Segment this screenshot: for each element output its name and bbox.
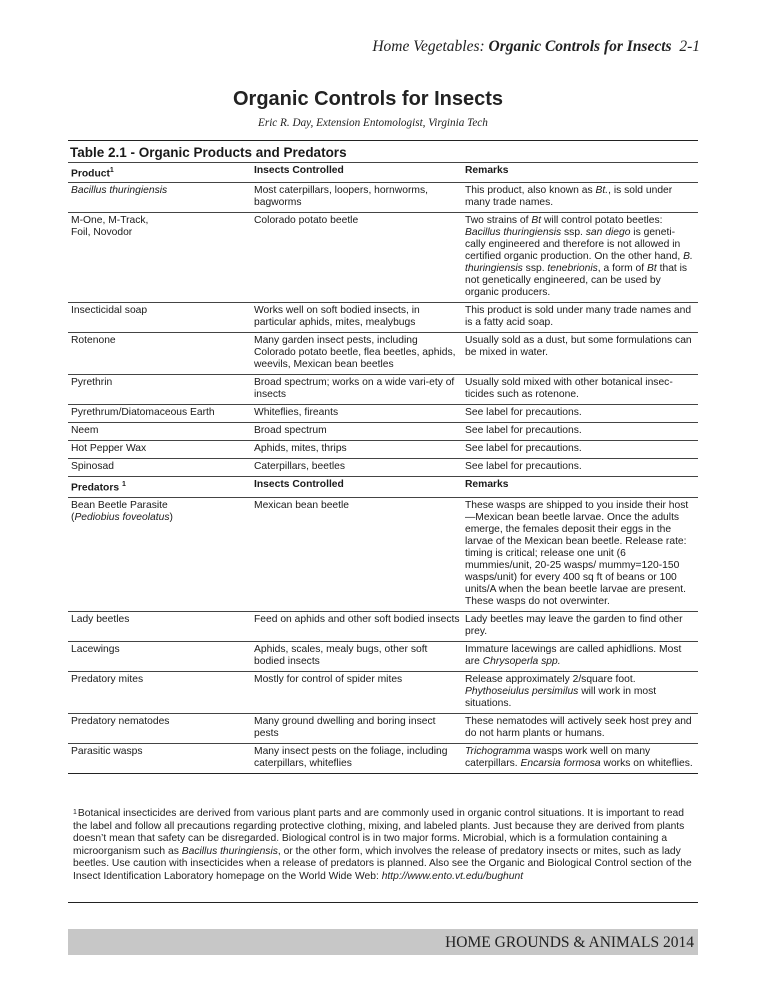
remarks-cell: See label for precautions.	[463, 423, 698, 441]
table-row	[68, 423, 698, 441]
predator-cell: Bean Beetle Parasite (Pediobius foveolatus)	[68, 497, 253, 611]
insects-cell: Mexican bean beetle	[253, 497, 463, 611]
footnote-marker: 1	[73, 809, 77, 816]
page-number: 2-1	[679, 38, 700, 55]
table-row	[68, 213, 698, 303]
remarks-cell: This product, also known as Bt., is sold under many trade names.	[463, 183, 698, 213]
remarks-cell: These wasps are shipped to you inside their host—Mexican bean beetle larvae. Once the adults emerge, the females deposit their eggs in the larvae of the Mexican bean beetle. Release rate: timing is critical; release one unit (6 mummies/unit, 20-25 wasps/ mummy=120-150 wasps/unit) for every 400 sq ft of beans or 100 units/A when the bean beetle larvae are present. These wasps do not overwinter.	[463, 497, 698, 611]
footnote-divider	[68, 902, 698, 903]
insects-cell: Many ground dwelling and boring insect pests	[253, 713, 463, 743]
remarks-cell: Usually sold mixed with other botanical insec-ticides such as rotenone.	[463, 375, 698, 405]
table-row	[68, 671, 698, 713]
header-remarks: Remarks	[463, 477, 698, 497]
table-row	[68, 303, 698, 333]
header-predators: Predators $^1$	[68, 477, 253, 497]
table-row	[68, 611, 698, 641]
remarks-cell: Lady beetles may leave the garden to find other prey.	[463, 611, 698, 641]
table-row	[68, 183, 698, 213]
page-title: Organic Controls for Insects	[233, 88, 504, 110]
product-cell: Hot Pepper Wax	[68, 441, 253, 459]
table-row	[68, 459, 698, 477]
predator-cell: Parasitic wasps	[68, 743, 253, 773]
table-row	[68, 405, 698, 423]
insects-cell: Caterpillars, beetles	[253, 459, 463, 477]
predator-cell: Lacewings	[68, 641, 253, 671]
header-product: Product$^1$	[68, 163, 253, 183]
insects-cell: Mostly for control of spider mites	[253, 671, 463, 713]
header-insects-controlled: Insects Controlled	[253, 163, 463, 183]
product-cell: Spinosad	[68, 459, 253, 477]
table-row	[68, 497, 698, 611]
footnote: $^1$Botanical insecticides are derived from various plant parts and are commonly used in organic control situations. It is important to read the label and follow all precautions regarding protective clothing, mixing, and labeled plants. Just because they are derived from plants doesn’t mean that safety can be disregarded. Biological control is in two major forms. Microbial, which is a formulation containing a microorganism such as Bacillus thuringiensis, or the other form, which involves the release of predatory insects or mites, such as lady beetles. Use caution with insecticides when a release of predators is planned. Also see the Organic and Biological Control section of the Insect Identification Laboratory homepage on the World Wide Web: http://www.ento.vt.edu/bughunt	[73, 808, 692, 882]
insects-cell: Aphids, mites, thrips	[253, 441, 463, 459]
product-cell: Insecticidal soap	[68, 303, 253, 333]
table-row	[68, 641, 698, 671]
product-cell: Neem	[68, 423, 253, 441]
insects-cell: Most caterpillars, loopers, hornworms, bagworms	[253, 183, 463, 213]
insects-cell: Many insect pests on the foliage, including caterpillars, whiteflies	[253, 743, 463, 773]
table-caption: Table 2.1 - Organic Products and Predators	[68, 140, 698, 162]
remarks-cell: Release approximately 2/square foot. Phythoseiulus persimilus will work in most situations.	[463, 671, 698, 713]
running-header	[372, 38, 700, 56]
insects-cell: Colorado potato beetle	[253, 213, 463, 303]
remarks-cell: Two strains of Bt will control potato beetles: Bacillus thuringiensis ssp. san diego is geneti-cally engineered and therefore is not allowed in certified organic production. On the other hand, B. thuringiensis ssp. tenebrionis, a form of Bt that is not genetically engineered, can be used by organic producers.	[463, 213, 698, 303]
table-row	[68, 375, 698, 405]
remarks-cell: See label for precautions.	[463, 405, 698, 423]
insects-cell: Feed on aphids and other soft bodied insects	[253, 611, 463, 641]
table-row	[68, 743, 698, 773]
predator-cell: Predatory mites	[68, 671, 253, 713]
header-insects-controlled: Insects Controlled	[253, 477, 463, 497]
products-header-row	[68, 163, 698, 183]
remarks-cell: This product is sold under many trade names and is a fatty acid soap.	[463, 303, 698, 333]
predators-header-row	[68, 477, 698, 497]
footer-bar	[68, 929, 698, 955]
predator-cell: Predatory nematodes	[68, 713, 253, 743]
product-cell: Bacillus thuringiensis	[68, 183, 253, 213]
header-remarks: Remarks	[463, 163, 698, 183]
insects-cell: Aphids, scales, mealy bugs, other soft bodied insects	[253, 641, 463, 671]
product-cell: M-One, M-Track, Foil, Novodor	[68, 213, 253, 303]
product-cell: Rotenone	[68, 333, 253, 375]
author-line: Eric R. Day, Extension Entomologist, Virginia Tech	[258, 117, 488, 129]
insects-cell: Whiteflies, fireants	[253, 405, 463, 423]
product-cell: Pyrethrin	[68, 375, 253, 405]
remarks-cell: See label for precautions.	[463, 459, 698, 477]
bughunt-link[interactable]: http://www.ento.vt.edu/bughunt	[381, 870, 524, 882]
insects-cell: Broad spectrum	[253, 423, 463, 441]
running-header-section: Home Vegetables:	[372, 38, 489, 55]
remarks-cell: See label for precautions.	[463, 441, 698, 459]
table-row	[68, 333, 698, 375]
remarks-cell: Usually sold as a dust, but some formulations can be mixed in water.	[463, 333, 698, 375]
insects-cell: Many garden insect pests, including Colorado potato beetle, flea beetles, aphids, weevils, Mexican bean beetles	[253, 333, 463, 375]
organic-products-table	[68, 140, 698, 774]
insects-cell: Works well on soft bodied insects, in particular aphids, mites, mealybugs	[253, 303, 463, 333]
footer-title: HOME GROUNDS & ANIMALS 2014	[445, 934, 694, 951]
remarks-cell: Immature lacewings are called aphidlions. Most are Chrysoperla spp.	[463, 641, 698, 671]
product-cell: Pyrethrum/Diatomaceous Earth	[68, 405, 253, 423]
predator-cell: Lady beetles	[68, 611, 253, 641]
running-header-chapter: Organic Controls for Insects	[488, 38, 672, 55]
table-row	[68, 713, 698, 743]
table-row	[68, 441, 698, 459]
remarks-cell: Trichogramma wasps work well on many caterpillars. Encarsia formosa works on whiteflies.	[463, 743, 698, 773]
remarks-cell: These nematodes will actively seek host prey and do not harm plants or humans.	[463, 713, 698, 743]
insects-cell: Broad spectrum; works on a wide vari-ety of insects	[253, 375, 463, 405]
